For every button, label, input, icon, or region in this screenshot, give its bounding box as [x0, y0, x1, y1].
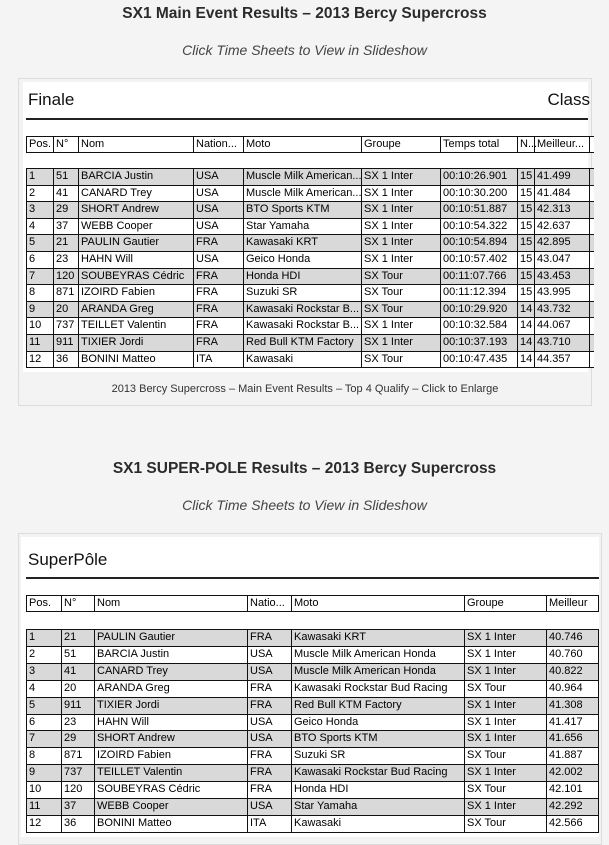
cell-moto: Kawasaki — [292, 815, 465, 832]
cell-group: SX 1 Inter — [465, 646, 547, 663]
table-row — [27, 268, 594, 285]
sheet-title-superpole: SuperPôle — [28, 550, 108, 569]
cell-best-lap: 43.710 — [535, 334, 590, 351]
cell-best-lap: 41.887 — [547, 748, 599, 765]
cell-pos: 2 — [27, 646, 62, 663]
column-header-name: Nom — [79, 137, 194, 153]
cell-moto: Suzuki SR — [244, 285, 362, 302]
results-table — [26, 168, 594, 368]
table-row — [27, 630, 599, 647]
table-row — [27, 697, 599, 714]
cell-pos: 3 — [27, 663, 62, 680]
cell-laps: 15 — [518, 169, 535, 186]
cell-number: 51 — [54, 169, 79, 186]
cell-best-lap: 42.002 — [547, 765, 599, 782]
cell-moto: Muscle Milk American... — [244, 169, 362, 186]
cell-group: SX Tour — [362, 285, 441, 302]
cell-name: HAHN Will — [95, 714, 248, 731]
cell-name: BONINI Matteo — [79, 351, 194, 368]
table-row — [27, 748, 599, 765]
cell-name: SHORT Andrew — [95, 731, 248, 748]
cell-best-lap: 41.417 — [547, 714, 599, 731]
image-figure-main-event — [18, 78, 592, 406]
cell-number: 23 — [54, 251, 79, 268]
cell-name: IZOIRD Fabien — [79, 285, 194, 302]
cell-number: 20 — [54, 301, 79, 318]
cell-moto: Red Bull KTM Factory — [292, 697, 465, 714]
cell-nation: ITA — [248, 815, 292, 832]
cell-best-lap: 40.822 — [547, 663, 599, 680]
column-header-number: N° — [54, 137, 79, 153]
slideshow-hint: Click Time Sheets to View in Slideshow — [182, 42, 427, 58]
cell-nation: ITA — [194, 351, 244, 368]
cell-moto: Kawasaki KRT — [292, 630, 465, 647]
cell-name: WEBB Cooper — [79, 218, 194, 235]
column-header-nation: Natio... — [248, 596, 292, 612]
cell-best-lap: 43.047 — [535, 251, 590, 268]
cell-group: SX 1 Inter — [362, 334, 441, 351]
cell-best-lap: 41.499 — [535, 169, 590, 186]
cell-number: 911 — [62, 697, 95, 714]
cell-total-time: 00:10:26.901 — [441, 169, 518, 186]
cell-truncated — [590, 285, 594, 302]
cell-best-lap: 42.566 — [547, 815, 599, 832]
table-row — [27, 301, 594, 318]
cell-number: 51 — [62, 646, 95, 663]
cell-group: SX 1 Inter — [465, 630, 547, 647]
cell-group: SX Tour — [465, 782, 547, 799]
column-header-best-lap: Meilleur — [547, 596, 599, 612]
cell-name: TIXIER Jordi — [79, 334, 194, 351]
cell-number: 120 — [62, 782, 95, 799]
cell-nation: FRA — [248, 782, 292, 799]
table-row — [27, 202, 594, 219]
cell-best-lap: 42.637 — [535, 218, 590, 235]
cell-name: TIXIER Jordi — [95, 697, 248, 714]
cell-best-lap: 42.313 — [535, 202, 590, 219]
cell-name: HAHN Will — [79, 251, 194, 268]
cell-pos: 4 — [27, 680, 62, 697]
cell-moto: Star Yamaha — [292, 799, 465, 816]
cell-nation: USA — [194, 185, 244, 202]
cell-truncated — [590, 301, 594, 318]
cell-moto: BTO Sports KTM — [292, 731, 465, 748]
cell-moto: BTO Sports KTM — [244, 202, 362, 219]
cell-truncated — [590, 169, 594, 186]
cell-moto: Suzuki SR — [292, 748, 465, 765]
column-header-nation: Nation... — [194, 137, 244, 153]
cell-total-time: 00:10:32.584 — [441, 318, 518, 335]
cell-number: 737 — [62, 765, 95, 782]
header-row — [27, 137, 594, 153]
cell-group: SX Tour — [362, 301, 441, 318]
cell-group: SX 1 Inter — [465, 714, 547, 731]
cell-best-lap: 40.746 — [547, 630, 599, 647]
cell-name: ARANDA Greg — [79, 301, 194, 318]
cell-laps: 14 — [518, 334, 535, 351]
cell-name: SOUBEYRAS Cédric — [95, 782, 248, 799]
cell-total-time: 00:10:29.920 — [441, 301, 518, 318]
cell-name: WEBB Cooper — [95, 799, 248, 816]
table-row — [27, 663, 599, 680]
table-row — [27, 646, 599, 663]
table-row — [27, 351, 594, 368]
column-header-truncated — [590, 137, 594, 153]
cell-best-lap: 40.760 — [547, 646, 599, 663]
cell-moto: Kawasaki Rockstar Bud Racing — [292, 765, 465, 782]
cell-laps: 15 — [518, 251, 535, 268]
cell-number: 29 — [62, 731, 95, 748]
table-row — [27, 285, 594, 302]
cell-pos: 1 — [27, 169, 54, 186]
table-row — [27, 815, 599, 832]
sheet-title-class: Class — [547, 90, 590, 109]
cell-moto: Muscle Milk American... — [244, 185, 362, 202]
cell-nation: FRA — [248, 765, 292, 782]
cell-nation: USA — [248, 663, 292, 680]
cell-total-time: 00:10:54.894 — [441, 235, 518, 252]
cell-best-lap: 40.964 — [547, 680, 599, 697]
table-row — [27, 169, 594, 186]
table-row — [27, 318, 594, 335]
sheet-rule — [26, 118, 588, 120]
cell-nation: USA — [248, 714, 292, 731]
cell-name: CANARD Trey — [95, 663, 248, 680]
cell-nation: FRA — [194, 301, 244, 318]
cell-truncated — [590, 235, 594, 252]
cell-pos: 1 — [27, 630, 62, 647]
cell-name: CANARD Trey — [79, 185, 194, 202]
column-header-moto: Moto — [292, 596, 465, 612]
cell-group: SX Tour — [465, 748, 547, 765]
table-row — [27, 334, 594, 351]
cell-total-time: 00:11:12.394 — [441, 285, 518, 302]
table-row — [27, 799, 599, 816]
cell-nation: USA — [248, 731, 292, 748]
cell-name: TEILLET Valentin — [79, 318, 194, 335]
cell-pos: 3 — [27, 202, 54, 219]
cell-number: 21 — [62, 630, 95, 647]
cell-total-time: 00:10:51.887 — [441, 202, 518, 219]
cell-laps: 15 — [518, 285, 535, 302]
cell-moto: Honda HDI — [292, 782, 465, 799]
cell-nation: USA — [194, 169, 244, 186]
cell-moto: Kawasaki Rockstar B... — [244, 301, 362, 318]
cell-nation: FRA — [194, 334, 244, 351]
table-row — [27, 251, 594, 268]
cell-group: SX 1 Inter — [465, 765, 547, 782]
cell-pos: 9 — [27, 301, 54, 318]
cell-name: BONINI Matteo — [95, 815, 248, 832]
section-heading-main-event: SX1 Main Event Results – 2013 Bercy Supercross — [122, 5, 487, 22]
cell-number: 911 — [54, 334, 79, 351]
cell-group: SX 1 Inter — [362, 185, 441, 202]
cell-number: 871 — [54, 285, 79, 302]
section-heading-superpole: SX1 SUPER-POLE Results – 2013 Bercy Supercross — [112, 460, 497, 477]
cell-nation: FRA — [248, 680, 292, 697]
column-header-total-time: Temps total — [441, 137, 518, 153]
cell-name: BARCIA Justin — [79, 169, 194, 186]
results-header-table — [26, 136, 594, 153]
cell-number: 36 — [62, 815, 95, 832]
cell-group: SX 1 Inter — [362, 318, 441, 335]
cell-nation: FRA — [248, 748, 292, 765]
cell-name: SOUBEYRAS Cédric — [79, 268, 194, 285]
cell-pos: 6 — [27, 714, 62, 731]
header-row — [27, 596, 599, 612]
cell-pos: 12 — [27, 815, 62, 832]
cell-group: SX Tour — [465, 815, 547, 832]
cell-group: SX 1 Inter — [362, 251, 441, 268]
cell-truncated — [590, 268, 594, 285]
cell-pos: 11 — [27, 799, 62, 816]
cell-laps: 15 — [518, 268, 535, 285]
table-row — [27, 235, 594, 252]
cell-group: SX 1 Inter — [465, 799, 547, 816]
column-header-group: Groupe — [362, 137, 441, 153]
cell-best-lap: 43.995 — [535, 285, 590, 302]
cell-truncated — [590, 202, 594, 219]
cell-name: BARCIA Justin — [95, 646, 248, 663]
column-header-number: N° — [62, 596, 95, 612]
cell-nation: USA — [194, 251, 244, 268]
cell-number: 36 — [54, 351, 79, 368]
cell-moto: Kawasaki Rockstar Bud Racing — [292, 680, 465, 697]
cell-group: SX Tour — [362, 268, 441, 285]
cell-pos: 6 — [27, 251, 54, 268]
cell-pos: 5 — [27, 697, 62, 714]
sheet-title-finale: Finale — [28, 90, 75, 109]
cell-group: SX Tour — [362, 351, 441, 368]
cell-moto: Kawasaki Rockstar B... — [244, 318, 362, 335]
cell-nation: FRA — [194, 268, 244, 285]
cell-laps: 14 — [518, 318, 535, 335]
image-caption[interactable]: 2013 Bercy Supercross – Main Event Results – Top 4 Qualify – Click to Enlarge — [111, 383, 499, 395]
cell-name: ARANDA Greg — [95, 680, 248, 697]
cell-total-time: 00:10:37.193 — [441, 334, 518, 351]
cell-number: 20 — [62, 680, 95, 697]
cell-moto: Honda HDI — [244, 268, 362, 285]
cell-number: 37 — [54, 218, 79, 235]
cell-name: PAULIN Gautier — [95, 630, 248, 647]
cell-name: TEILLET Valentin — [95, 765, 248, 782]
cell-group: SX 1 Inter — [465, 663, 547, 680]
table-row — [27, 680, 599, 697]
cell-pos: 10 — [27, 782, 62, 799]
cell-nation: FRA — [248, 697, 292, 714]
cell-nation: FRA — [248, 630, 292, 647]
cell-truncated — [590, 318, 594, 335]
column-header-pos: Pos. — [27, 137, 54, 153]
cell-name: IZOIRD Fabien — [95, 748, 248, 765]
cell-laps: 15 — [518, 235, 535, 252]
cell-best-lap: 44.067 — [535, 318, 590, 335]
cell-moto: Star Yamaha — [244, 218, 362, 235]
cell-total-time: 00:10:57.402 — [441, 251, 518, 268]
cell-number: 737 — [54, 318, 79, 335]
table-row — [27, 731, 599, 748]
cell-group: SX 1 Inter — [362, 169, 441, 186]
cell-laps: 15 — [518, 185, 535, 202]
cell-laps: 14 — [518, 351, 535, 368]
cell-moto: Red Bull KTM Factory — [244, 334, 362, 351]
cell-pos: 2 — [27, 185, 54, 202]
cell-truncated — [590, 218, 594, 235]
cell-total-time: 00:10:47.435 — [441, 351, 518, 368]
sheet-rule — [26, 577, 599, 579]
cell-group: SX 1 Inter — [465, 731, 547, 748]
cell-pos: 8 — [27, 285, 54, 302]
superpole-header-table — [26, 595, 599, 612]
cell-number: 120 — [54, 268, 79, 285]
cell-best-lap: 42.292 — [547, 799, 599, 816]
cell-group: SX 1 Inter — [362, 202, 441, 219]
cell-nation: USA — [194, 202, 244, 219]
cell-number: 41 — [62, 663, 95, 680]
cell-number: 871 — [62, 748, 95, 765]
cell-pos: 7 — [27, 731, 62, 748]
time-sheet-superpole[interactable] — [21, 537, 599, 837]
column-header-group: Groupe — [465, 596, 547, 612]
cell-laps: 15 — [518, 218, 535, 235]
table-row — [27, 714, 599, 731]
superpole-table — [26, 629, 599, 833]
cell-number: 29 — [54, 202, 79, 219]
cell-nation: USA — [194, 218, 244, 235]
cell-name: PAULIN Gautier — [79, 235, 194, 252]
slideshow-hint-2: Click Time Sheets to View in Slideshow — [182, 497, 427, 513]
cell-best-lap: 41.656 — [547, 731, 599, 748]
cell-moto: Muscle Milk American Honda — [292, 646, 465, 663]
cell-moto: Geico Honda — [292, 714, 465, 731]
table-row — [27, 185, 594, 202]
cell-pos: 5 — [27, 235, 54, 252]
cell-nation: FRA — [194, 285, 244, 302]
cell-laps: 15 — [518, 202, 535, 219]
cell-truncated — [590, 334, 594, 351]
cell-pos: 8 — [27, 748, 62, 765]
cell-pos: 7 — [27, 268, 54, 285]
cell-laps: 14 — [518, 301, 535, 318]
cell-nation: USA — [248, 646, 292, 663]
cell-number: 21 — [54, 235, 79, 252]
cell-truncated — [590, 351, 594, 368]
cell-pos: 4 — [27, 218, 54, 235]
cell-moto: Geico Honda — [244, 251, 362, 268]
cell-best-lap: 43.732 — [535, 301, 590, 318]
cell-nation: USA — [248, 799, 292, 816]
cell-best-lap: 41.484 — [535, 185, 590, 202]
cell-nation: FRA — [194, 318, 244, 335]
column-header-laps: N... — [518, 137, 535, 153]
table-row — [27, 218, 594, 235]
cell-truncated — [590, 185, 594, 202]
cell-name: SHORT Andrew — [79, 202, 194, 219]
cell-best-lap: 41.308 — [547, 697, 599, 714]
cell-pos: 10 — [27, 318, 54, 335]
cell-pos: 12 — [27, 351, 54, 368]
cell-number: 37 — [62, 799, 95, 816]
cell-nation: FRA — [194, 235, 244, 252]
cell-group: SX 1 Inter — [362, 218, 441, 235]
cell-truncated — [590, 251, 594, 268]
cell-group: SX 1 Inter — [362, 235, 441, 252]
cell-total-time: 00:10:54.322 — [441, 218, 518, 235]
cell-pos: 11 — [27, 334, 54, 351]
cell-group: SX Tour — [465, 680, 547, 697]
cell-total-time: 00:10:30.200 — [441, 185, 518, 202]
time-sheet-main-event[interactable] — [23, 82, 588, 372]
cell-best-lap: 43.453 — [535, 268, 590, 285]
cell-best-lap: 44.357 — [535, 351, 590, 368]
table-row — [27, 782, 599, 799]
cell-number: 23 — [62, 714, 95, 731]
cell-group: SX 1 Inter — [465, 697, 547, 714]
cell-moto: Kawasaki KRT — [244, 235, 362, 252]
cell-moto: Kawasaki — [244, 351, 362, 368]
cell-moto: Muscle Milk American Honda — [292, 663, 465, 680]
column-header-best-lap: Meilleur... — [535, 137, 590, 153]
table-row — [27, 765, 599, 782]
image-figure-superpole — [18, 533, 602, 845]
cell-number: 41 — [54, 185, 79, 202]
cell-best-lap: 42.101 — [547, 782, 599, 799]
column-header-moto: Moto — [244, 137, 362, 153]
cell-pos: 9 — [27, 765, 62, 782]
column-header-name: Nom — [95, 596, 248, 612]
cell-best-lap: 42.895 — [535, 235, 590, 252]
cell-total-time: 00:11:07.766 — [441, 268, 518, 285]
column-header-pos: Pos. — [27, 596, 62, 612]
